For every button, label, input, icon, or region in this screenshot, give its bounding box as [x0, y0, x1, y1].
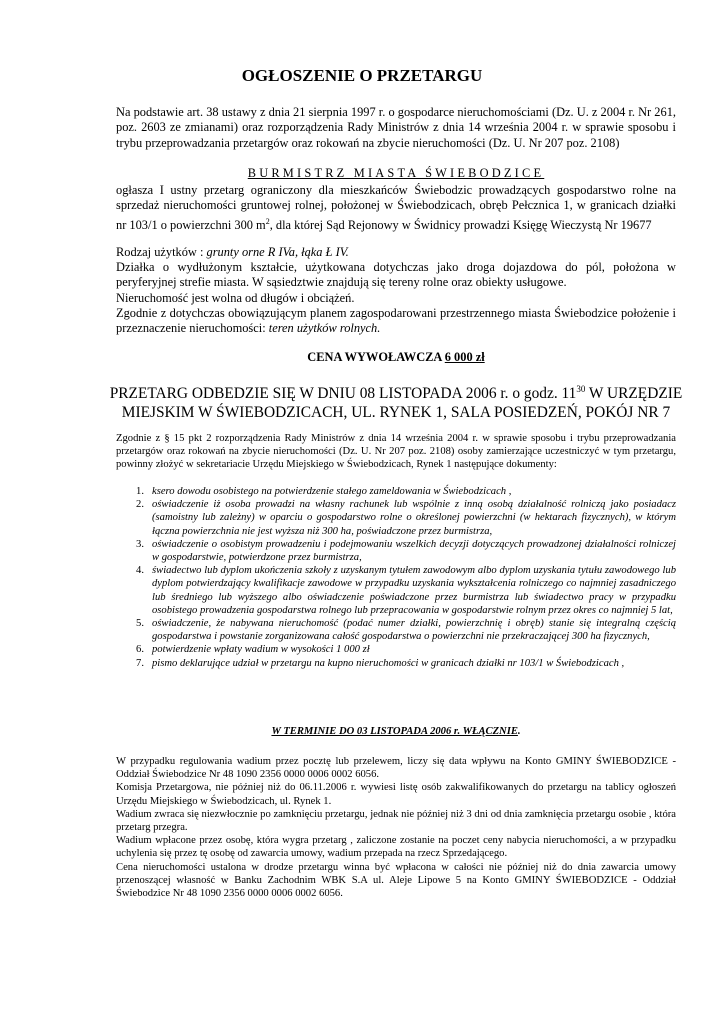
- document-item-number: 7.: [136, 657, 144, 669]
- closing-paragraph: Cena nieruchomości ustalona w drodze przetargu winna być wpłacona w całości nie później niż do dnia zawarcia umowy przenoszącej własność w Banku Zachodnim WBK S.A ul. Aleje Lipowe 5 na Konto GMINY ŚWIEBODZICE - Oddział Świebodzice Nr 48 1090 2356 0000 0006 0002 6056.: [116, 861, 676, 900]
- document-item-text: oświadczenie o osobistym prowadzeniu i podejmowaniu wszelkich decyzji dotyczących prowadzonej działalności rolniczej w gospodarstwie, potwierdzone przez burmistrza,: [152, 538, 676, 564]
- closing-paragraph: W przypadku regulowania wadium przez pocztę lub przelewem, liczy się data wpływu na Konto GMINY ŚWIEBODZICE - Oddział Świebodzice Nr 48 1090 2356 0000 0006 0002 6056.: [116, 756, 676, 781]
- document-title: OGŁOSZENIE O PRZETARGU: [241, 66, 483, 85]
- starting-price-label: CENA WYWOŁAWCZA: [307, 350, 445, 364]
- document-list-item: [116, 485, 676, 498]
- issuer-name: BURMISTRZ MIASTA ŚWIEBODZICE: [247, 166, 545, 180]
- issuer-heading: [116, 166, 676, 181]
- auction-time-minutes: 30: [576, 384, 586, 394]
- submission-deadline: [116, 725, 676, 738]
- document-item-number: 6.: [136, 644, 144, 656]
- starting-price-value: 6 000 zł: [444, 350, 485, 364]
- land-use-line: [116, 245, 676, 260]
- document-item-text: oświadczenie iż osoba prowadzi na własny rachunek lub wspólnie z inną osobą działalność rolniczą jako posiadacz (samoistny lub zależny) w oparciu o gospodarstwo rolne o określonej powierzchni (w hektarach fizycznych), w którym łączna powierzchnia nie jest wyższa niż 300 ha, poświadczone przez burmistrza,: [152, 499, 676, 537]
- announcement-text-a: ogłasza I ustny przetarg ograniczony dla mieszkańców Świebodzic prowadzących gospodarstwo rolne na sprzedaż nieruchomości gruntowej rolnej, położonej w Świebodzicach, obręb Pełcznica 1, w granicach działki nr 103/1 o powierzchni 300 m: [116, 183, 676, 232]
- closing-terms: [116, 755, 676, 900]
- document-item-number: 1.: [136, 486, 144, 497]
- document-list-item: [116, 643, 676, 656]
- closing-paragraph: Komisja Przetargowa, nie później niż do 06.11.2006 r. wywiesi listę osób zakwalifikowanych do przetargu na tablicy ogłoszeń Urzędu Miejskiego w Świebodzicach, ul. Rynek 1.: [116, 782, 676, 807]
- announcement-text-b: , dla której Sąd Rejonowy w Świdnicy prowadzi Księgę Wieczystą Nr 19677: [269, 217, 652, 232]
- document-item-number: 2.: [136, 499, 144, 511]
- document-list-item: [116, 617, 676, 643]
- document-item-text: potwierdzenie wpłaty wadium w wysokości 1 000 zł: [152, 644, 370, 656]
- land-use-label: Rodzaj użytków :: [116, 245, 207, 259]
- document-item-text: ksero dowodu osobistego na potwierdzenie stałego zameldowania w Świebodzicach ,: [152, 486, 512, 497]
- required-documents-list: [116, 485, 676, 670]
- legal-basis-paragraph: Na podstawie art. 38 ustawy z dnia 21 sierpnia 1997 r. o gospodarce nieruchomościami (Dz. U. z 2004 r. Nr 261, poz. 2603 ze zmianami) oraz rozporządzenia Rady Ministrów z dnia 14 września 2004 r. w sprawie sposobu i trybu przeprowadzania przetargów oraz rokowań na zbycie nieruchomości (Dz. U. Nr 207 poz. 2108): [116, 105, 676, 150]
- submission-deadline-end: .: [517, 726, 521, 737]
- starting-price: [116, 350, 676, 365]
- auction-text-a: PRZETARG ODBEDZIE SIĘ W DNIU 08 LISTOPADA 2006 r. o godz. 11: [109, 385, 577, 403]
- document-item-text: oświadczenie, że nabywana nieruchomość (podać numer działki, powierzchnię i obręb) stanie się integralną częścią gospodarstwa i powstanie zorganizowana całość gospodarstwa o powierzchni nie przekraczającej 300 ha fizycznych,: [152, 618, 676, 643]
- land-use-value: grunty orne R IVa, łąka Ł IV.: [206, 245, 349, 259]
- document-item-number: 4.: [136, 565, 144, 577]
- encumbrance-note: Nieruchomość jest wolna od długów i obciążeń.: [116, 291, 355, 305]
- zoning-paragraph: [116, 306, 676, 337]
- document-list-item: [116, 538, 676, 564]
- zoning-designation: teren użytków rolnych.: [268, 321, 381, 336]
- closing-paragraph: Wadium zwraca się niezwłocznie po zamknięciu przetargu, jednak nie później niż 3 dni od dnia zamknięcia przetargu osobie , która przetarg przegra.: [116, 808, 676, 834]
- plot-description: Działka o wydłużonym kształcie, użytkowana dotychczas jako droga dojazdowa do pól, położona w peryferyjnej strefie miasta. W sąsiedztwie znajdują się tereny rolne oraz obiekty usługowe.: [116, 260, 676, 290]
- document-item-text: pismo deklarujące udział w przetargu na kupno nieruchomości w granicach działki nr 103/1 w Świebodzicach ,: [152, 657, 625, 669]
- submission-deadline-date: W TERMINIE DO 03 LISTOPADA 2006 r. WŁĄCZNIE: [271, 726, 518, 737]
- closing-paragraph: Wadium wpłacone przez osobę, która wygra przetarg , zaliczone zostanie na poczet ceny nabycia nieruchomości, a w przypadku uchylenia się przez tę osobę od zawarcia umowy, wadium przepada na rzecz Sprzedającego.: [116, 835, 676, 860]
- auction-details: [96, 380, 696, 422]
- zoning-text: Zgodnie z dotychczas obowiązującym planem zagospodarowani przestrzennego miasta Świebodzice położenie i przeznaczenie nieruchomości:: [116, 306, 676, 336]
- announcement-paragraph: [116, 183, 676, 233]
- document-item-number: 5.: [136, 618, 144, 630]
- document-item-number: 3.: [136, 538, 144, 550]
- document-list-item: [116, 657, 676, 670]
- area-unit-superscript: 2: [265, 216, 270, 226]
- requirements-intro: Zgodnie z § 15 pkt 2 rozporządzenia Rady Ministrów z dnia 14 września 2004 r. w sprawie sposobu i trybu przeprowadzania przetargów oraz rokowań na zbycie nieruchomości (Dz. U. Nr 207 poz. 2108) osoby zamierzające uczestniczyć w tym przetargu, powinny złożyć w sekretariacie Urzędu Miejskiego w Świebodzicach, Rynek 1 następujące dokumenty:: [116, 433, 676, 471]
- document-list-item: [116, 498, 676, 538]
- auction-text-b: W URZĘDZIE MIEJSKIM W ŚWIEBODZICACH, UL. RYNEK 1, SALA POSIEDZEŃ, POKÓJ NR 7: [121, 385, 683, 422]
- document-list-item: [116, 564, 676, 617]
- document-item-text: świadectwo lub dyplom ukończenia szkoły z uzyskanym tytułem zawodowym albo dyplom uzyskania tytułu zawodowego lub dyplom potwierdzający kwalifikacje zawodowe w przypadku uzyskania wykształcenia rolniczego co najmniej zasadniczego lub średniego lub wyższego albo oświadczenie poświadczone przez burmistrza lub świadectwo pracy w przypadku osobistego prowadzenia gospodarstwa rolnego lub przepracowania w gospodarstwie rolnym przez okres co najmniej 5 lat,: [152, 565, 676, 616]
